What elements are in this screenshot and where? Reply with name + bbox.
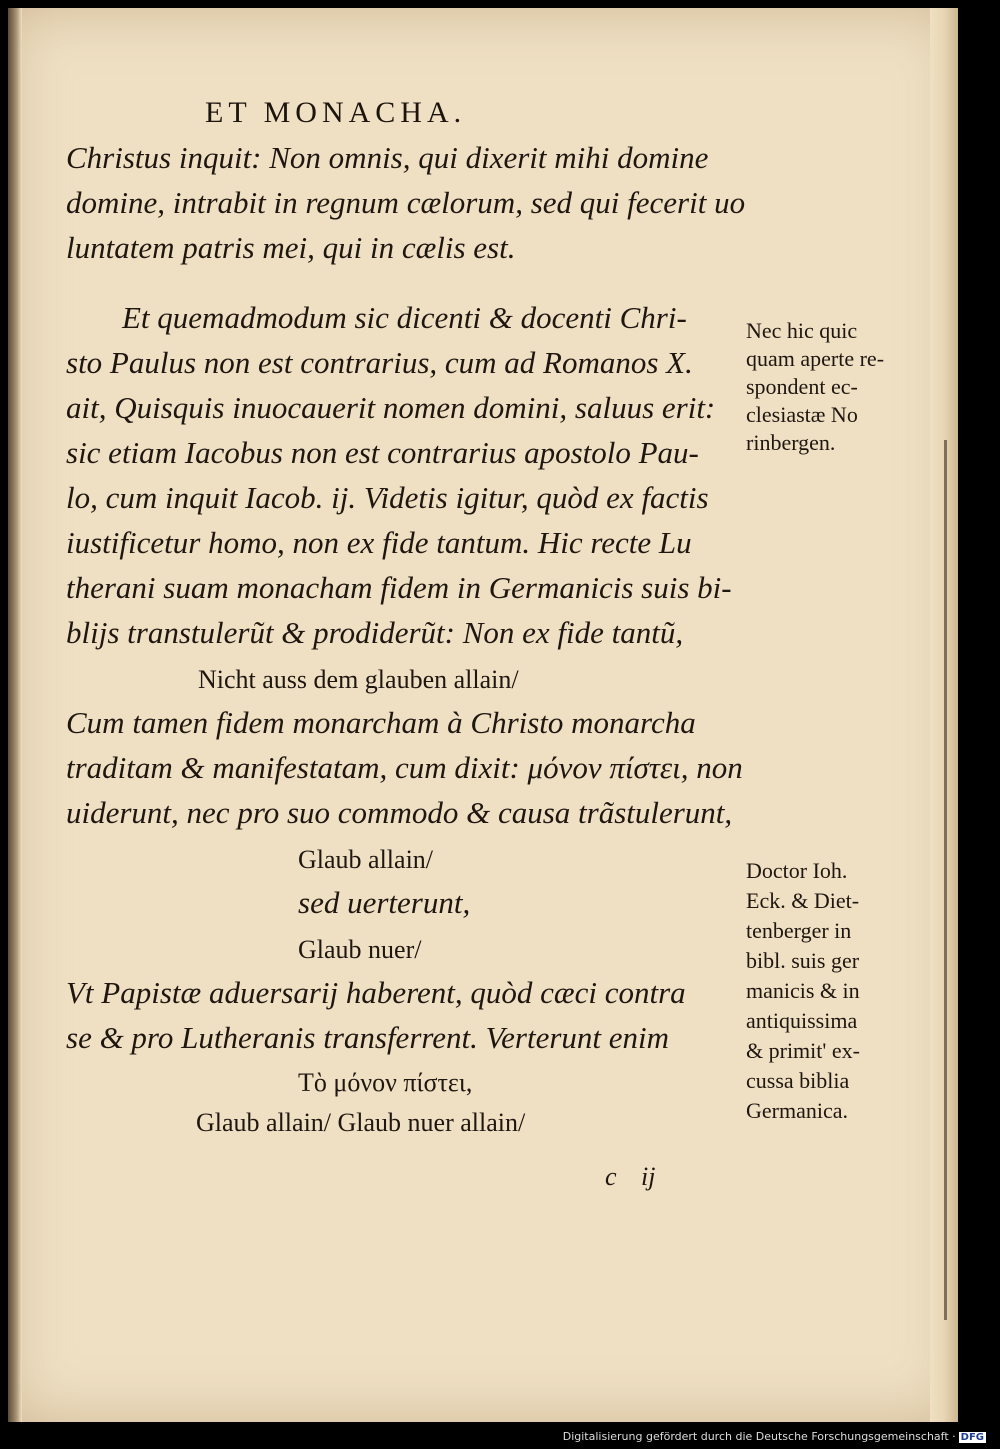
margin-note-line: bibl. suis ger: [746, 948, 860, 973]
margin-note-line: Nec hic quic: [746, 318, 858, 343]
body-line: Vt Papistæ aduersarij haberent, quòd cæci contra: [66, 975, 686, 1010]
body-line: luntatem patris mei, qui in cælis est.: [66, 230, 516, 265]
margin-note-line: quam aperte re-: [746, 346, 885, 371]
greek-quote: Τὸ μόνον πίστει,: [298, 1068, 473, 1097]
german-quote: Glaub allain/ Glaub nuer allain/: [196, 1108, 526, 1137]
margin-note-line: antiquissima: [746, 1008, 858, 1033]
pencil-mark: [944, 440, 947, 1320]
running-head: ET MONACHA.: [205, 96, 467, 129]
margin-note-line: Doctor Ioh.: [746, 858, 848, 883]
body-line: therani suam monacham fidem in Germanicis suis bi-: [66, 570, 732, 605]
margin-note-line: & primit' ex-: [746, 1038, 860, 1063]
german-quote: Nicht auss dem glauben allain/: [198, 665, 519, 694]
margin-note-line: Germanica.: [746, 1098, 848, 1123]
body-line: ait, Quisquis inuocauerit nomen domini, saluus erit:: [66, 390, 716, 425]
margin-note-line: rinbergen.: [746, 430, 836, 455]
margin-note-line: manicis & in: [746, 978, 860, 1003]
margin-note-line: spondent ec-: [746, 374, 858, 399]
dfg-logo: DFG: [960, 1432, 984, 1443]
binding-gutter: [8, 8, 22, 1422]
body-line: Cum tamen fidem monarcham à Christo monarcha: [66, 705, 696, 740]
footer-credit: [563, 1430, 986, 1443]
body-line: lo, cum inquit Iacob. ij. Videtis igitur, quòd ex factis: [66, 480, 709, 515]
body-line: Christus inquit: Non omnis, qui dixerit mihi domine: [66, 140, 709, 175]
body-line: se & pro Lutheranis transferrent. Verterunt enim: [66, 1020, 670, 1055]
german-quote: Glaub nuer/: [298, 935, 422, 964]
signature-mark: c ij: [605, 1162, 656, 1191]
body-line: sto Paulus non est contrarius, cum ad Romanos X.: [66, 345, 693, 380]
body-line: blijs transtulerũt & prodiderũt: Non ex fide tantũ,: [66, 615, 684, 650]
body-line: iustificetur homo, non ex fide tantum. Hic recte Lu: [66, 525, 692, 560]
margin-note-line: clesiastæ No: [746, 402, 858, 427]
footer-credit-text: Digitalisierung gefördert durch die Deutsche Forschungsgemeinschaft ·: [562, 1430, 956, 1443]
german-quote: Glaub allain/: [298, 845, 434, 874]
body-line: traditam & manifestatam, cum dixit: μόνον πίστει, non: [66, 750, 743, 785]
body-line: domine, intrabit in regnum cælorum, sed qui fecerit uo: [66, 185, 746, 220]
body-line: sic etiam Iacobus non est contrarius apostolo Pau-: [66, 435, 699, 470]
margin-note-line: cussa biblia: [746, 1068, 850, 1093]
body-line: Et quemadmodum sic dicenti & docenti Chri-: [122, 300, 687, 335]
margin-note-line: Eck. & Diet-: [746, 888, 860, 913]
margin-note-line: tenberger in: [746, 918, 852, 943]
body-line: sed uerterunt,: [298, 885, 471, 920]
body-line: uiderunt, nec pro suo commodo & causa trãstulerunt,: [66, 795, 733, 830]
